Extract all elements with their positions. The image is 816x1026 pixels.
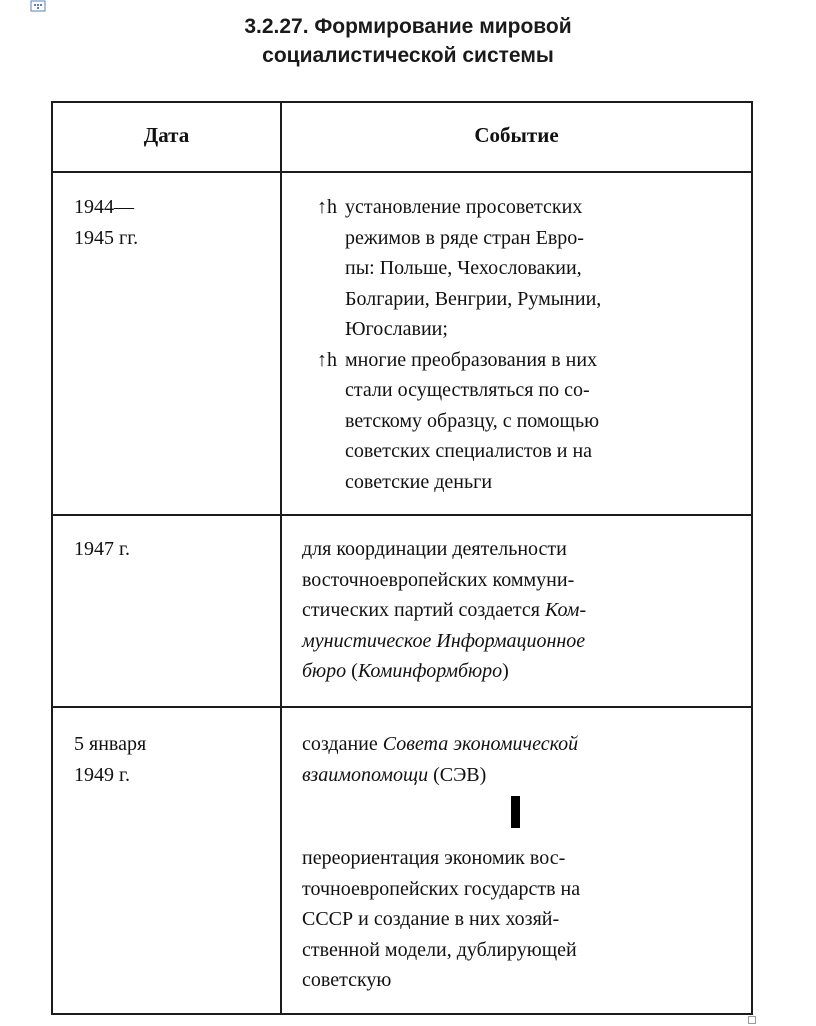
arrow-up-icon: ↑h xyxy=(317,348,337,371)
event-term: Коминформбюро xyxy=(357,660,503,682)
event-line: для координации деятельности xyxy=(302,538,567,560)
event-line xyxy=(302,729,578,760)
anchor-icon xyxy=(30,0,46,12)
event-line: режимов в ряде стран Евро- xyxy=(345,226,584,249)
date-cell xyxy=(74,192,138,253)
date-line: 1944— xyxy=(74,196,134,218)
event-term: Совета экономической xyxy=(382,733,579,755)
event-text: ) xyxy=(502,660,509,682)
event-line xyxy=(302,656,586,687)
event-cell xyxy=(302,534,586,687)
column-header-date: Дата xyxy=(143,123,190,147)
page-title xyxy=(0,12,816,70)
date-line: 1947 г. xyxy=(74,538,130,560)
event-line: Югославии; xyxy=(345,318,448,340)
event-line: стали осуществляться по со- xyxy=(345,379,590,401)
event-cell xyxy=(302,729,578,790)
event-line: восточноевропейских коммуни- xyxy=(302,568,575,591)
event-term: мунистическое Информационное xyxy=(302,629,586,652)
date-line: 1949 г. xyxy=(74,763,130,786)
list-item xyxy=(317,192,601,223)
event-line: точноевропейских государств на xyxy=(302,877,581,900)
event-text: (СЭВ) xyxy=(428,763,487,786)
event-text: ( xyxy=(346,660,358,682)
title-line-1: 3.2.27. Формирование мировой xyxy=(244,15,572,38)
row-divider xyxy=(53,514,751,516)
event-line: Болгарии, Венгрии, Румынии, xyxy=(345,287,602,310)
event-line: пы: Польше, Чехословакии, xyxy=(345,257,582,279)
event-text: стических партий создается xyxy=(302,599,545,621)
resize-handle[interactable] xyxy=(748,1016,756,1024)
event-line: переориентация экономик вос- xyxy=(302,847,566,869)
date-cell xyxy=(74,729,146,790)
date-cell xyxy=(74,534,130,565)
event-line: советские деньги xyxy=(345,470,493,493)
events-table xyxy=(51,101,753,1015)
event-line xyxy=(302,760,578,791)
event-cell xyxy=(317,192,602,497)
list-item xyxy=(317,345,601,376)
row-divider xyxy=(53,171,751,173)
event-line: советскую xyxy=(302,969,392,991)
date-line: 5 января xyxy=(74,733,147,755)
event-line: многие преобразования в них xyxy=(345,348,598,371)
row-divider xyxy=(53,706,751,708)
event-term: бюро xyxy=(302,660,347,682)
event-line: СССР и создание в них хозяй- xyxy=(302,908,560,930)
event-line: советских специалистов и на xyxy=(345,440,593,462)
date-line: 1945 гг. xyxy=(74,226,139,249)
event-term: взаимопомощи xyxy=(302,763,429,786)
arrow-up-icon: ↑h xyxy=(317,196,337,218)
cursor-block xyxy=(511,796,520,828)
event-text: создание xyxy=(302,733,383,755)
column-divider xyxy=(280,103,282,1013)
event-line xyxy=(302,595,586,626)
event-line: ветскому образцу, с помощью xyxy=(345,409,600,432)
event-cell xyxy=(302,843,580,996)
event-term: Ком- xyxy=(544,599,587,621)
event-line: установление просоветских xyxy=(345,196,583,218)
column-header-event: Событие xyxy=(474,123,559,147)
title-line-2: социалистической системы xyxy=(262,44,554,67)
event-line: ственной модели, дублирующей xyxy=(302,938,577,961)
